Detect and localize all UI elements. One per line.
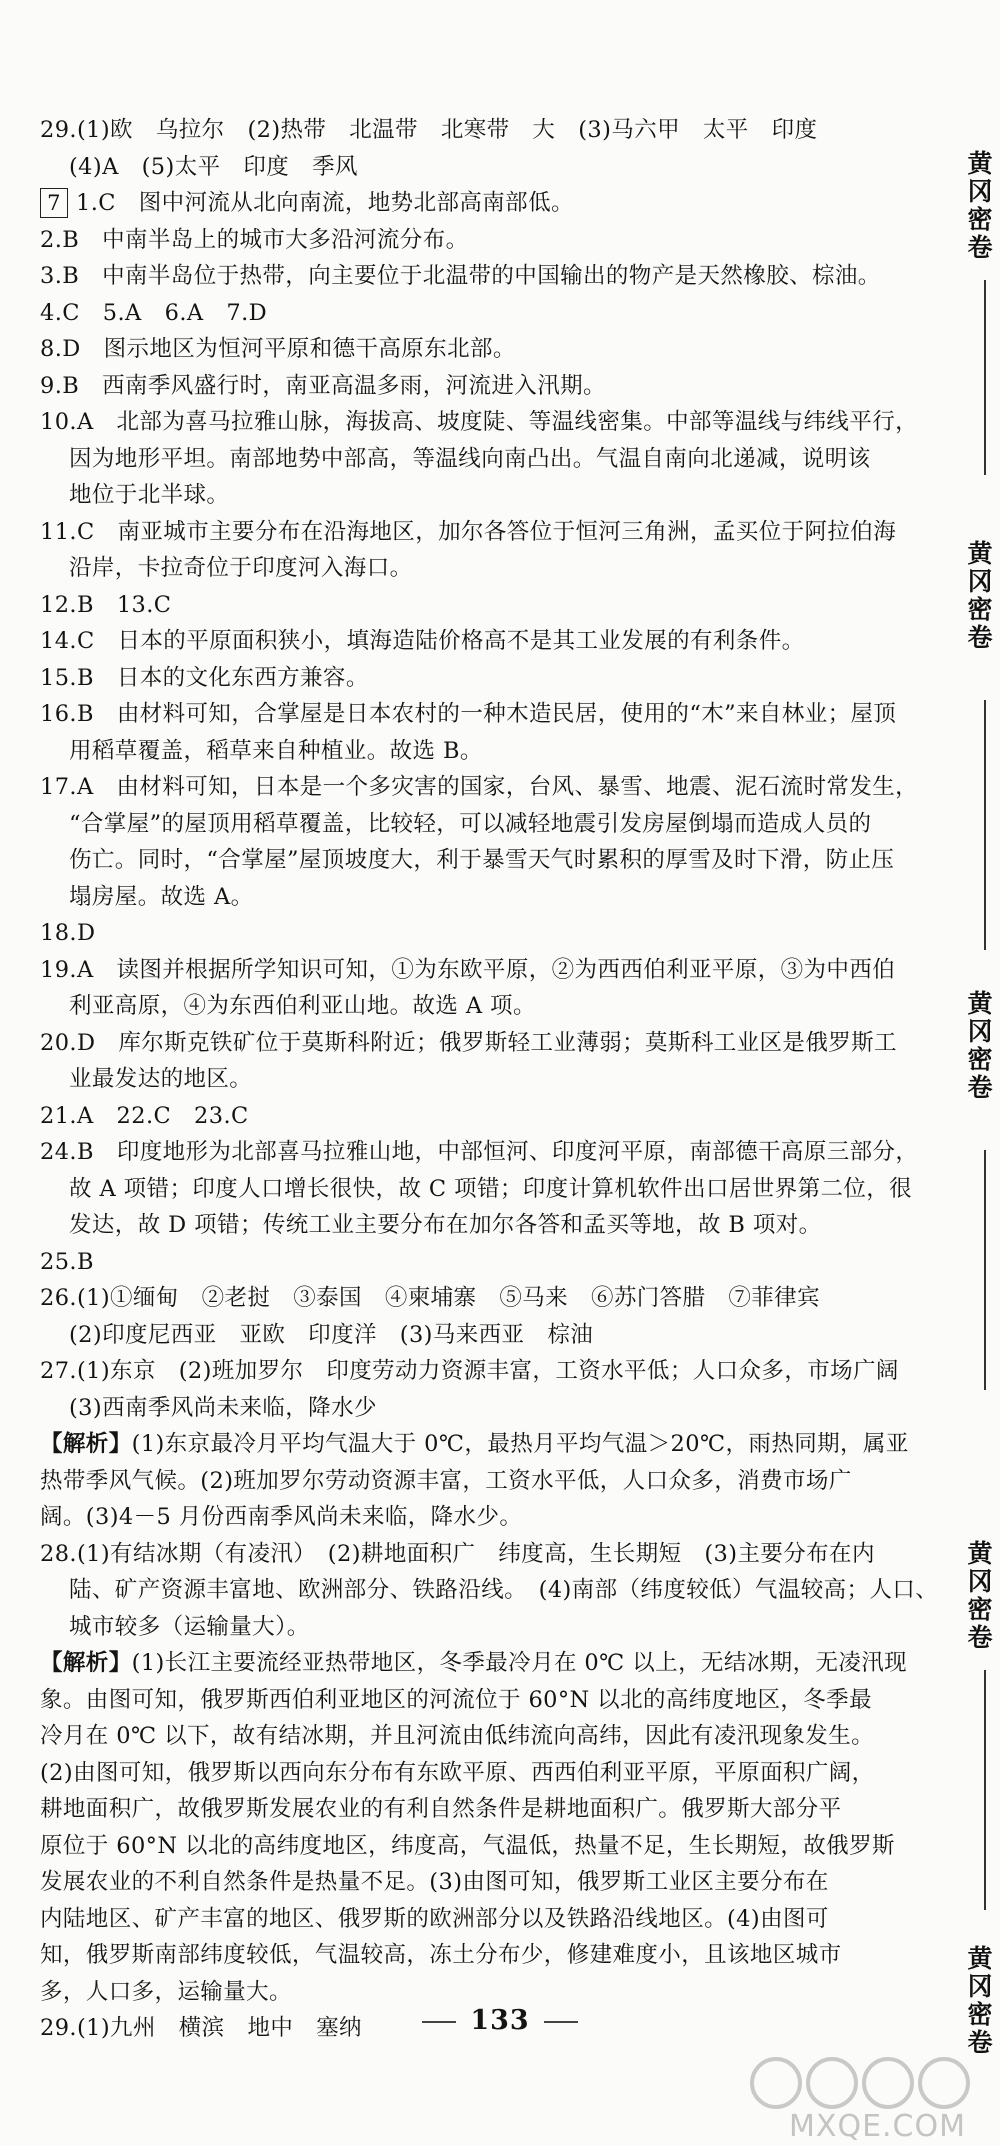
answer-line-text: (2)印度尼西亚 亚欧 印度洋 (3)马来西亚 棕油 [69, 1321, 594, 1348]
answer-line-text: 伤亡。同时，“合掌屋”屋顶坡度大，利于暴雪天气时累积的厚雪及时下滑，防止压 [69, 847, 895, 873]
answer-line [40, 368, 940, 405]
answer-item [40, 1645, 940, 2010]
answer-line [40, 514, 940, 551]
watermark-logo-icon [746, 2055, 976, 2111]
answer-line [40, 1353, 940, 1390]
answer-line-text: 利亚高原，④为东西伯利亚山地。故选 A 项。 [69, 993, 536, 1019]
answer-line [40, 1317, 940, 1354]
answer-line-text: 29.(1)欧 乌拉尔 (2)热带 北温带 北寒带 大 (3)马六甲 太平 印度 [40, 117, 818, 143]
side-label-4: 黄冈密卷 [967, 1539, 993, 1652]
answer-line-text: 17.A 由材料可知，日本是一个多灾害的国家，台风、暴雪、地震、泥石流时常发生， [40, 774, 919, 800]
answer-line-text: 12.B 13.C [40, 591, 172, 618]
answer-line-text: 24.B 印度地形为北部喜马拉雅山地，中部恒河、印度河平原，南部德干高原三部分， [40, 1139, 919, 1165]
answer-line [40, 879, 940, 916]
answer-line-text: (4)A (5)太平 印度 季风 [69, 153, 358, 180]
answer-line [40, 222, 940, 259]
side-label-2: 黄冈密卷 [967, 539, 993, 652]
answer-line [40, 952, 940, 989]
answer-line-text: 2.B 中南半岛上的城市大多沿河流分布。 [40, 226, 469, 253]
answer-line [40, 1828, 940, 1865]
answer-line [40, 185, 940, 222]
answer-line [40, 623, 940, 660]
answer-line-text: 11.C 南亚城市主要分布在沿海地区，加尔各答位于恒河三角洲，孟买位于阿拉伯海 [40, 518, 897, 545]
answer-line-text: 25.B [40, 1248, 94, 1275]
answer-line-text: (3)西南季风尚未来临，降水少 [69, 1394, 377, 1421]
answer-item [40, 1025, 940, 1098]
answer-line [40, 733, 940, 770]
answer-line-text: (2)由图可知，俄罗斯以西向东分布有东欧平原、西西伯利亚平原，平原面积广阔， [40, 1759, 875, 1786]
answer-line [40, 1244, 940, 1281]
answer-line [40, 404, 940, 441]
answer-line-text: 20.D 库尔斯克铁矿位于莫斯科附近；俄罗斯轻工业薄弱；莫斯科工业区是俄罗斯工 [40, 1029, 897, 1056]
answer-line [40, 1134, 940, 1171]
answer-item [40, 952, 940, 1025]
answer-line-text: 发达，故 D 项错；传统工业主要分布在加尔各答和孟买等地，故 B 项对。 [69, 1212, 822, 1238]
answer-line [40, 1864, 940, 1901]
answer-line-text: “合掌屋”的屋顶用稻草覆盖，比较轻，可以减轻地震引发房屋倒塌而造成人员的 [69, 810, 872, 837]
answer-line [40, 988, 940, 1025]
answer-line [40, 149, 940, 186]
answer-line-text: 城市较多（运输量大）。 [69, 1613, 310, 1640]
answer-line [40, 1280, 940, 1317]
answer-line-text: 耕地面积广，故俄罗斯发展农业的有利自然条件是耕地面积广。俄罗斯大部分平 [40, 1796, 842, 1822]
answer-item [40, 660, 940, 697]
section-number-box: 7 [40, 188, 68, 218]
answer-line [40, 769, 940, 806]
answer-text-body [40, 112, 940, 2047]
answer-line [40, 1426, 940, 1463]
analysis-tag: 【解析】 [40, 1650, 132, 1676]
answer-item [40, 514, 940, 587]
answer-line [40, 1171, 940, 1208]
watermark-text: MXQE.COM [789, 2109, 966, 2144]
side-divider-1 [984, 280, 986, 475]
answer-line [40, 1755, 940, 1792]
answer-item [40, 1098, 940, 1135]
answer-line [40, 1572, 940, 1609]
answer-item [40, 185, 940, 222]
answer-line [40, 1682, 940, 1719]
answer-line-text: 阔。(3)4－5 月份西南季风尚未来临，降水少。 [40, 1504, 523, 1530]
answer-line [40, 1645, 940, 1682]
answer-line-text: 3.B 中南半岛位于热带，向主要位于北温带的中国输出的物产是天然橡胶、棕油。 [40, 263, 881, 289]
answer-item [40, 295, 940, 332]
answer-line [40, 331, 940, 368]
side-label-1: 黄冈密卷 [967, 149, 993, 262]
answer-item [40, 258, 940, 295]
answer-line [40, 1025, 940, 1062]
answer-line-text: 14.C 日本的平原面积狭小，填海造陆价格高不是其工业发展的有利条件。 [40, 628, 805, 654]
answer-item [40, 1134, 940, 1244]
answer-line-text: 沿岸，卡拉奇位于印度河入海口。 [69, 555, 413, 581]
answer-line-text: 16.B 由材料可知，合掌屋是日本农村的一种木造民居，使用的“木”来自林业；屋顶 [40, 701, 897, 727]
answer-line [40, 696, 940, 733]
answer-line [40, 587, 940, 624]
answer-line [40, 258, 940, 295]
answer-line-text: 原位于 60°N 以北的高纬度地区，纬度高，气温低，热量不足，生长期短，故俄罗斯 [40, 1832, 895, 1859]
answer-line [40, 112, 940, 149]
answer-line-text: 10.A 北部为喜马拉雅山脉，海拔高、坡度陡、等温线密集。中部等温线与纬线平行， [40, 409, 919, 435]
answer-item [40, 769, 940, 915]
watermark [736, 2055, 976, 2145]
answer-line-text: 29.(1)九州 横滨 地中 塞纳 [40, 2015, 362, 2041]
page-number: 133 [0, 2005, 1000, 2036]
answer-item [40, 222, 940, 259]
answer-line-text: 热带季风气候。(2)班加罗尔劳动资源丰富，工资水平低，人口众多，消费市场广 [40, 1467, 852, 1494]
answer-item [40, 1426, 940, 1536]
answer-line-text: 19.A 读图并根据所学知识可知，①为东欧平原，②为西西伯利亚平原，③为中西伯 [40, 956, 896, 983]
answer-line-text: 多，人口多，运输量大。 [40, 1978, 292, 2005]
answer-line [40, 1390, 940, 1427]
answer-line-text: 4.C 5.A 6.A 7.D [40, 299, 268, 326]
answer-line-text: (1)长江主要流经亚热带地区，冬季最冷月在 0℃ 以上，无结冰期，无凌汛现 [131, 1650, 908, 1676]
answer-item [40, 1353, 940, 1426]
side-label-5: 黄冈密卷 [967, 1944, 993, 2057]
answer-line-text: 冷月在 0℃ 以下，故有结冰期，并且河流由低纬流向高纬，因此有凌汛现象发生。 [40, 1723, 874, 1749]
analysis-tag: 【解析】 [40, 1431, 132, 1457]
answer-line [40, 441, 940, 478]
answer-line-text: 故 A 项错；印度人口增长很快，故 C 项错；印度计算机软件出口居世界第二位，很 [69, 1175, 913, 1202]
answer-item [40, 112, 940, 185]
side-label-3: 黄冈密卷 [967, 989, 993, 1102]
answer-line-text: 21.A 22.C 23.C [40, 1102, 249, 1129]
answer-line-text: 8.D 图示地区为恒河平原和德干高原东北部。 [40, 336, 516, 362]
answer-line-text: (1)东京最冷月平均气温大于 0℃，最热月平均气温＞20℃，雨热同期，属亚 [131, 1431, 909, 1457]
answer-line-text: 用稻草覆盖，稻草来自种植业。故选 B。 [69, 737, 483, 764]
answer-item [40, 915, 940, 952]
answer-line [40, 842, 940, 879]
answer-line [40, 1791, 940, 1828]
side-margin [960, 0, 1000, 2146]
answer-line-text: 28.(1)有结冰期（有凌汛） (2)耕地面积广 纬度高，生长期短 (3)主要分布在内 [40, 1540, 875, 1567]
answer-line-text: 象。由图可知，俄罗斯西伯利亚地区的河流位于 60°N 以北的高纬度地区，冬季最 [40, 1686, 872, 1713]
answer-item [40, 331, 940, 368]
answer-line [40, 1536, 940, 1573]
answer-item [40, 1244, 940, 1281]
answer-line [40, 1499, 940, 1536]
answer-line-text: 知，俄罗斯南部纬度较低，气温较高，冻土分布少，修建难度小，且该地区城市 [40, 1942, 842, 1968]
answer-line [40, 550, 940, 587]
answer-line [40, 660, 940, 697]
side-divider-4 [984, 1670, 986, 1910]
answer-item [40, 587, 940, 624]
answer-item [40, 623, 940, 660]
answer-line-text: 15.B 日本的文化东西方兼容。 [40, 664, 369, 691]
answer-item [40, 1536, 940, 1646]
answer-line-text: 业最发达的地区。 [69, 1066, 253, 1092]
answer-line-text: 27.(1)东京 (2)班加罗尔 印度劳动力资源丰富，工资水平低；人口众多，市场广阔 [40, 1358, 899, 1384]
answer-line-text: 内陆地区、矿产丰富的地区、俄罗斯的欧洲部分以及铁路沿线地区。(4)由图可 [40, 1905, 829, 1932]
answer-line [40, 1718, 940, 1755]
answer-line [40, 1098, 940, 1135]
answer-line [40, 806, 940, 843]
answer-item [40, 696, 940, 769]
answer-line [40, 1901, 940, 1938]
answer-line [40, 295, 940, 332]
answer-line-text: 9.B 西南季风盛行时，南亚高温多雨，河流进入汛期。 [40, 372, 606, 399]
side-divider-2 [984, 700, 986, 950]
answer-line [40, 1609, 940, 1646]
answer-line-text: 地位于北半球。 [69, 482, 230, 508]
answer-line [40, 1463, 940, 1500]
answer-line-text: 塌房屋。故选 A。 [69, 883, 254, 910]
answer-line-text: 1.C 图中河流从北向南流，地势北部高南部低。 [76, 190, 574, 216]
answer-line [40, 915, 940, 952]
answer-line [40, 477, 940, 514]
answer-line-text: 18.D [40, 920, 96, 946]
answer-item [40, 1280, 940, 1353]
answer-item [40, 404, 940, 514]
answer-line [40, 1061, 940, 1098]
answer-line [40, 1207, 940, 1244]
answer-line-text: 陆、矿产资源丰富地、欧洲部分、铁路沿线。 (4)南部（纬度较低）气温较高；人口、 [69, 1577, 939, 1603]
side-divider-3 [984, 1150, 986, 1390]
answer-item [40, 368, 940, 405]
answer-line-text: 26.(1)①缅甸 ②老挝 ③泰国 ④柬埔寨 ⑤马来 ⑥苏门答腊 ⑦菲律宾 [40, 1285, 820, 1311]
answer-line-text: 因为地形平坦。南部地势中部高，等温线向南凸出。气温自南向北递减，说明该 [69, 445, 871, 472]
answer-line-text: 发展农业的不利自然条件是热量不足。(3)由图可知，俄罗斯工业区主要分布在 [40, 1869, 829, 1895]
answer-line [40, 1937, 940, 1974]
